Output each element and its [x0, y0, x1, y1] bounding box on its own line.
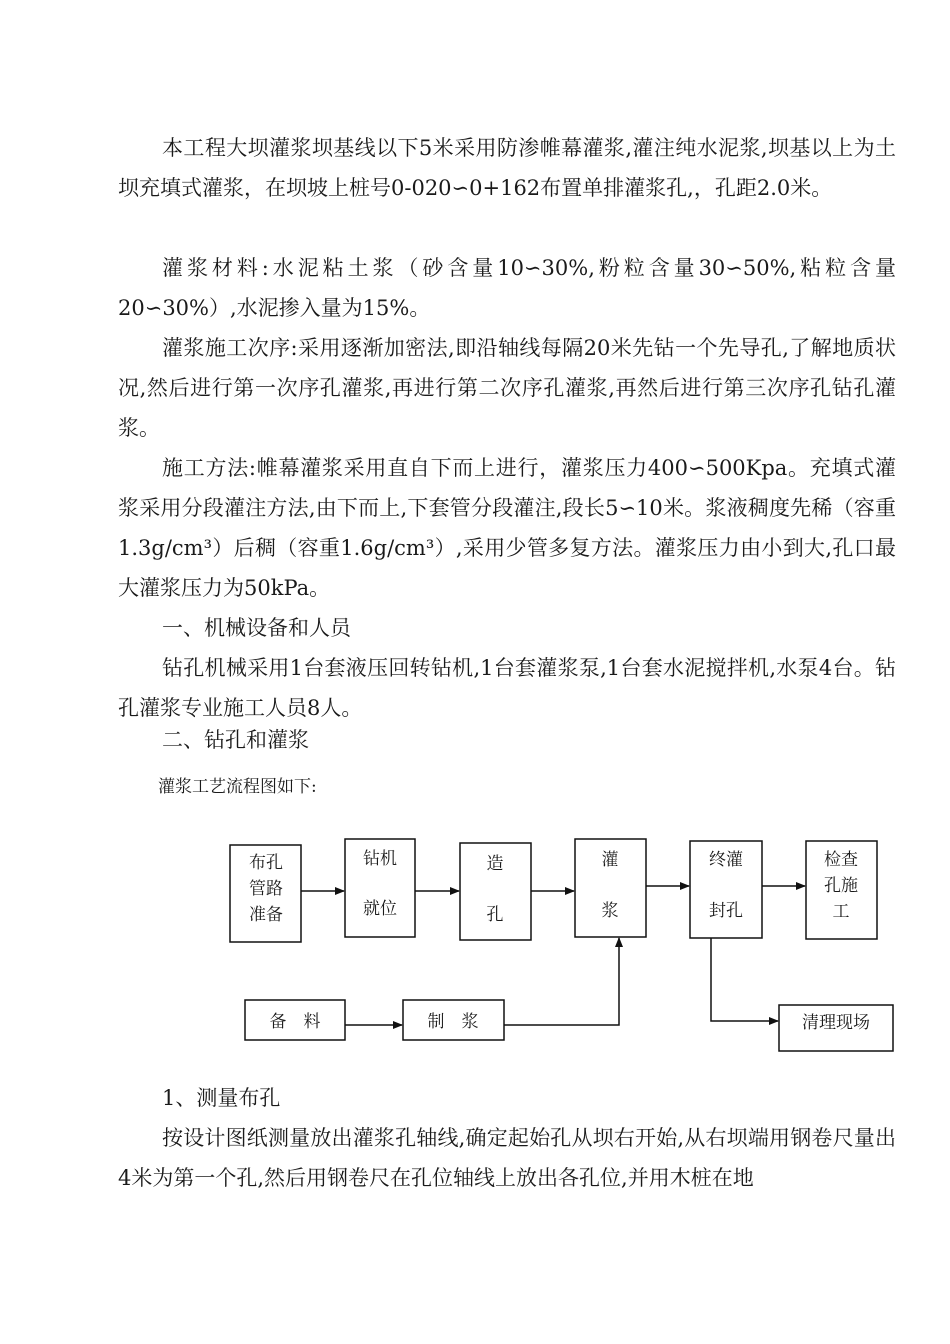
paragraph-survey: 按设计图纸测量放出灌浆孔轴线,确定起始孔从坝右开始,从右坝端用钢卷尺量出4米为第一个孔,然后用钢卷尺在孔位轴线上放出各孔位,并用木桩在地 [118, 1126, 896, 1190]
paragraph-construction-method: 施工方法:帷幕灌浆采用直自下而上进行，灌浆压力400∽500Kpa。充填式灌浆采用分段灌注方法,由下而上,下套管分段灌注,段长5∽10米。浆液稠度先稀（容重1.3g/cm³）后稠（容重1.6g/cm³）,采用少管多复方法。灌浆压力由小到大,孔口最大灌浆压力为50kPa。 [118, 456, 896, 600]
box-grouting-line2: 浆 [601, 901, 619, 921]
heading-equipment-personnel: 一、机械设备和人员 [162, 616, 351, 640]
box-inspection-hole-line2: 孔施 [824, 876, 858, 896]
box-inspection-hole-line1: 检查 [824, 850, 858, 870]
flowchart-caption: 灌浆工艺流程图如下: [158, 777, 317, 797]
box-material-prep-label: 备 料 [269, 1012, 321, 1032]
paragraph-grout-material: 灌浆材料:水泥粘土浆（砂含量10∽30%,粉粒含量30∽50%,粘粒含量20∽30%）,水泥掺入量为15%。 [118, 256, 896, 320]
paragraph-equipment: 钻孔机械采用1台套液压回转钻机,1台套灌浆泵,1台套水泥搅拌机,水泵4台。钻孔灌浆专业施工人员8人。 [118, 656, 896, 720]
box-final-sealing-line1: 终灌 [709, 850, 743, 870]
box-drilling-line2: 孔 [486, 905, 504, 925]
box-hole-layout-line2: 管路 [249, 879, 283, 899]
box-slurry-making-label: 制 浆 [427, 1012, 479, 1032]
heading-survey-hole-layout: 1、测量布孔 [162, 1086, 281, 1110]
box-drill-positioning-line2: 就位 [363, 899, 397, 919]
box-hole-layout-line3: 准备 [249, 905, 283, 925]
paragraph-grout-sequence: 灌浆施工次序:采用逐渐加密法,即沿轴线每隔20米先钻一个先导孔,了解地质状况,然后进行第一次序孔灌浆,再进行第二次序孔灌浆,再然后进行第三次序孔钻孔灌浆。 [118, 336, 896, 440]
box-grouting-line1: 灌 [601, 850, 619, 870]
box-site-cleanup-label: 清理现场 [802, 1013, 870, 1033]
box-inspection-hole-line3: 工 [832, 902, 850, 922]
heading-drilling-grouting: 二、钻孔和灌浆 [162, 728, 309, 752]
box-final-sealing-line2: 封孔 [709, 901, 743, 921]
box-drilling-line1: 造 [486, 854, 504, 874]
arrow-8-4 [504, 938, 619, 1025]
box-hole-layout-line1: 布孔 [249, 853, 283, 873]
arrow-5-9 [711, 938, 778, 1021]
box-drill-positioning-line1: 钻机 [363, 849, 397, 869]
paragraph-project-overview: 本工程大坝灌浆坝基线以下5米采用防渗帷幕灌浆,灌注纯水泥浆,坝基以上为土坝充填式灌浆，在坝坡上桩号0-020∽0+162布置单排灌浆孔,，孔距2.0米。 [118, 136, 896, 200]
